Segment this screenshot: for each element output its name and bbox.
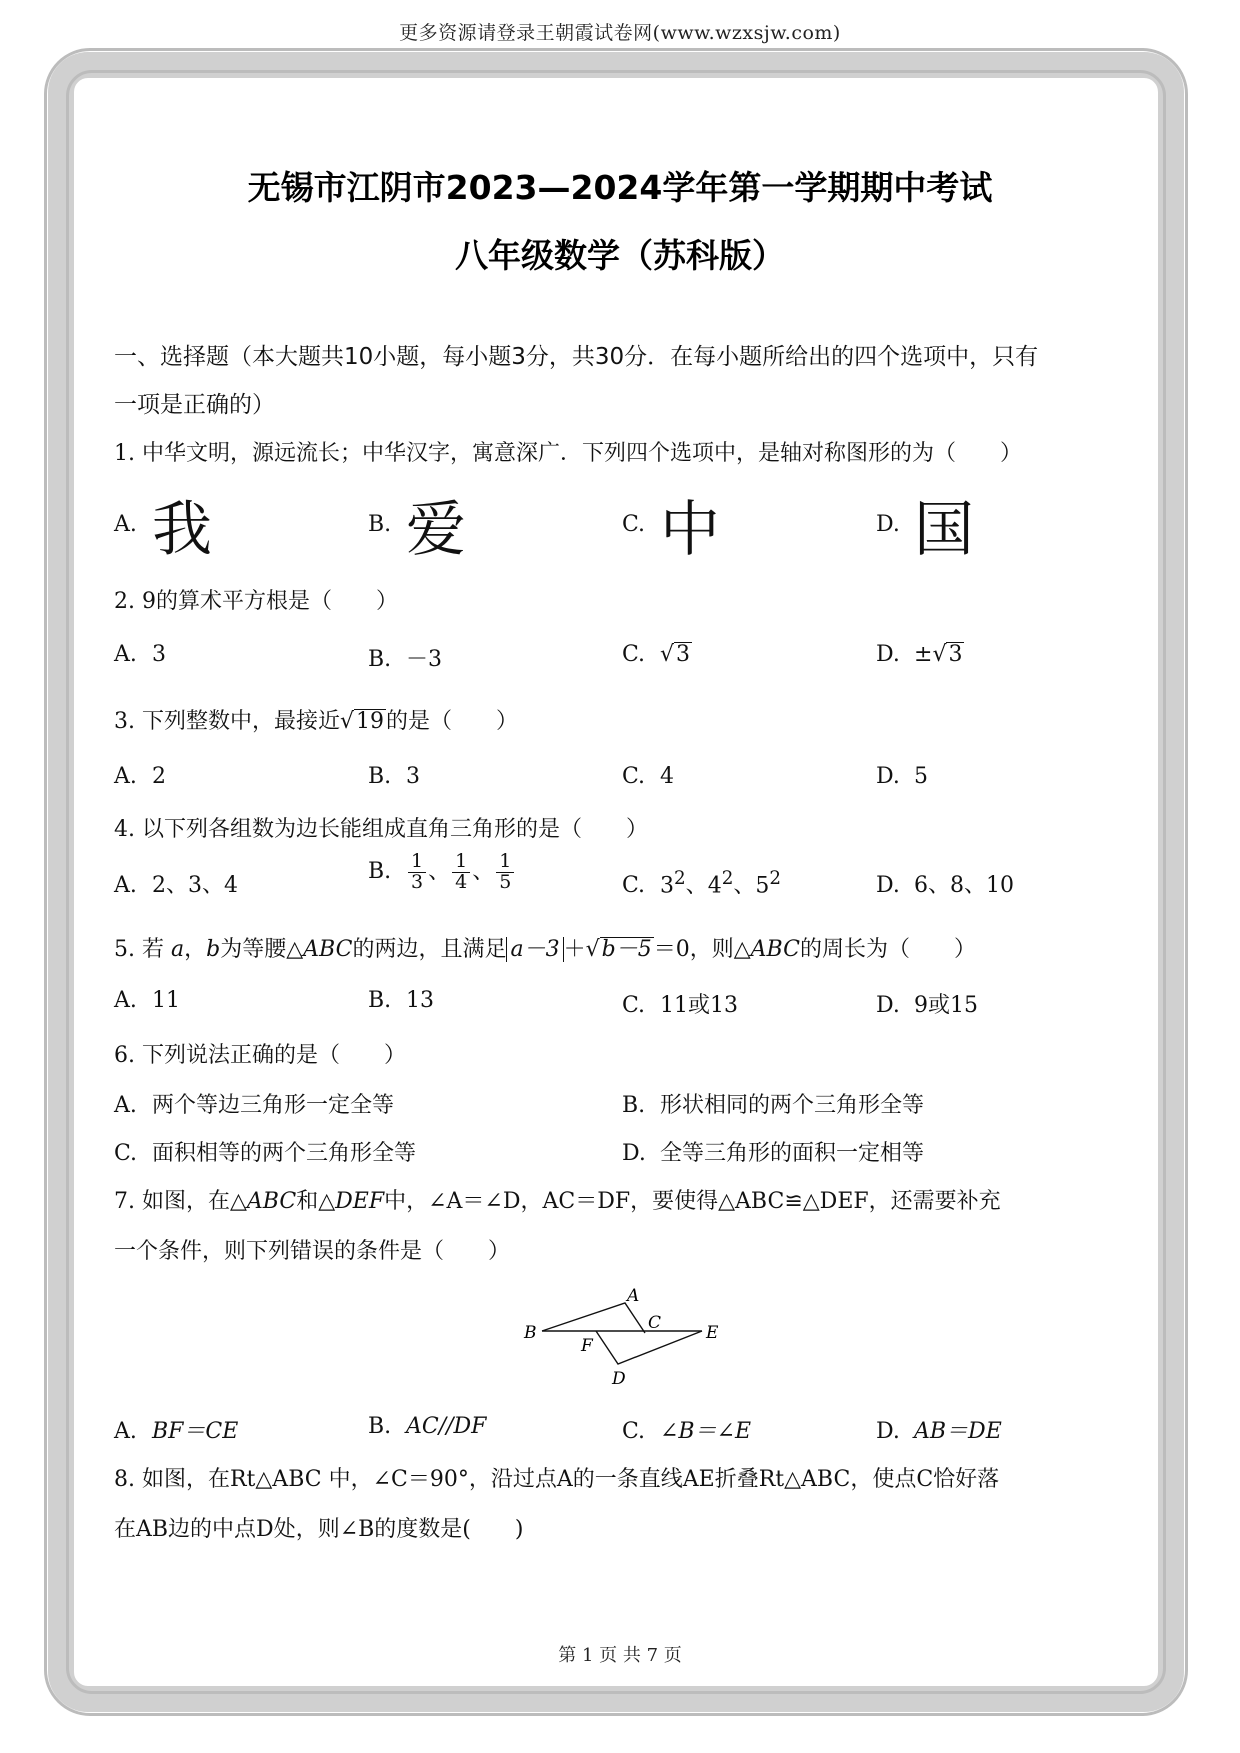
stem-text: 中，∠A＝∠D，AC＝DF，要使得△ABC≌△DEF，还需要补充 <box>384 1189 1001 1214</box>
comma: ， <box>184 937 207 962</box>
denominator: 4 <box>455 870 468 893</box>
section-heading: 一、选择题（本大题共10小题，每小题3分，共30分．在每小题所给出的四个选项中，只有 <box>114 344 1039 370</box>
option-text: 11或13 <box>660 993 738 1018</box>
q4-option-d[interactable] <box>876 868 1014 899</box>
q4-option-b[interactable] <box>368 852 516 893</box>
triangle-abc: ABC <box>750 937 800 962</box>
radicand: 3 <box>948 642 963 667</box>
fraction <box>496 852 514 893</box>
option-text: 3 <box>406 764 420 789</box>
option-text: 两个等边三角形一定全等 <box>152 1093 395 1118</box>
base: 4 <box>707 873 722 899</box>
plus-minus: ± <box>914 642 933 667</box>
option-label: D. <box>876 512 900 537</box>
radicand: 19 <box>356 709 385 734</box>
sqrt-expression: √19 <box>339 709 385 734</box>
option-text: 13 <box>406 988 434 1013</box>
separator: 、 <box>428 859 451 885</box>
source-note: 更多资源请登录王朝霞试卷网(www.wzxsjw.com) <box>399 22 841 44</box>
option-text: 中 <box>660 495 720 565</box>
q1-option-b[interactable] <box>368 482 466 568</box>
option-label: D. <box>876 993 900 1018</box>
q6-option-a[interactable] <box>114 1088 394 1119</box>
denominator: 3 <box>411 870 424 893</box>
stem-text: 5. 若 <box>114 937 164 962</box>
numerator: 1 <box>408 852 426 873</box>
option-text: AB＝DE <box>914 1419 1002 1444</box>
option-label: C. <box>622 993 646 1018</box>
option-text: 2 <box>152 764 166 789</box>
option-label: C. <box>114 1141 138 1166</box>
option-text: －3 <box>406 647 442 672</box>
option-label: B. <box>622 1093 646 1118</box>
radicand: 3 <box>676 642 691 667</box>
option-text: 3 <box>152 642 166 667</box>
question-5-stem <box>114 932 976 963</box>
equals-zero: ＝0 <box>653 937 690 962</box>
label-c: C <box>648 1313 662 1333</box>
q7-option-b[interactable] <box>368 1414 486 1439</box>
option-label: B. <box>368 647 392 672</box>
plus-sign: ＋ <box>563 937 586 962</box>
section-heading-cont: 一项是正确的） <box>114 392 275 418</box>
option-label: B. <box>368 859 392 885</box>
q2-option-b[interactable] <box>368 642 442 673</box>
question-1-stem: 1. 中华文明，源远流长；中华汉字，寓意深广．下列四个选项中，是轴对称图形的为（ ） <box>114 441 1022 466</box>
label-d: D <box>612 1369 626 1388</box>
variable-b: b <box>206 937 221 962</box>
triangle-abc: ABC <box>303 937 353 962</box>
stem-text: 7. 如图，在△ <box>114 1189 247 1214</box>
q6-option-b[interactable] <box>622 1088 924 1119</box>
option-label: C. <box>622 1419 646 1444</box>
base: 5 <box>755 873 770 899</box>
option-label: D. <box>876 642 900 667</box>
option-label: A. <box>114 1419 137 1444</box>
triangle-def: DEF <box>335 1189 385 1214</box>
q6-option-d[interactable] <box>622 1136 924 1167</box>
label-f: F <box>581 1336 593 1356</box>
q7-triangle-def <box>596 1331 702 1364</box>
question-6-stem: 6. 下列说法正确的是（ ） <box>114 1043 406 1068</box>
option-label: B. <box>368 988 392 1013</box>
option-label: D. <box>622 1141 646 1166</box>
option-text: 4 <box>660 764 674 789</box>
stem-text: 的两边，且满足 <box>352 937 507 962</box>
option-text: 国 <box>914 495 974 565</box>
q7-option-c[interactable] <box>622 1414 751 1445</box>
exam-title: 无锡市江阴市2023—2024学年第一学期期中考试 <box>247 168 993 207</box>
q5-option-d[interactable] <box>876 988 978 1019</box>
q2-option-d[interactable] <box>876 642 964 667</box>
exponent: 2 <box>721 868 734 889</box>
q4-option-a[interactable] <box>114 868 238 899</box>
q7-triangle-abc <box>542 1303 645 1333</box>
q2-option-c[interactable] <box>622 642 692 667</box>
option-text: 我 <box>152 495 212 565</box>
option-label: A. <box>114 642 137 667</box>
q3-option-a[interactable] <box>114 764 166 789</box>
question-2-stem: 2. 9的算术平方根是（ ） <box>114 589 398 614</box>
option-text: BF＝CE <box>152 1419 239 1444</box>
option-text: 爱 <box>406 495 466 565</box>
option-label: A. <box>114 764 137 789</box>
page-number: 第 1 页 共 7 页 <box>558 1645 682 1666</box>
stem-text: 为等腰△ <box>220 937 304 962</box>
option-text: 全等三角形的面积一定相等 <box>660 1141 925 1166</box>
separator: 、 <box>472 859 495 885</box>
option-label: C. <box>622 764 646 789</box>
exponent: 2 <box>769 868 782 889</box>
q5-option-a[interactable] <box>114 988 180 1013</box>
radicand: b－5 <box>601 937 652 962</box>
q7-figure <box>520 1282 730 1388</box>
stem-text: 和△ <box>296 1189 336 1214</box>
q5-option-c[interactable] <box>622 988 738 1019</box>
q3-option-b[interactable] <box>368 764 420 789</box>
option-text: 面积相等的两个三角形全等 <box>152 1141 417 1166</box>
separator: 、 <box>733 873 756 899</box>
question-7-stem <box>114 1184 1001 1215</box>
option-text: 11 <box>152 988 180 1013</box>
question-8-stem-cont: 在AB边的中点D处，则∠B的度数是( ) <box>114 1517 524 1542</box>
q3-option-d[interactable] <box>876 764 928 789</box>
sqrt-expression: √3 <box>932 642 963 667</box>
option-label: C. <box>622 512 646 537</box>
q4-option-c[interactable] <box>622 868 781 899</box>
sqrt-expression: √b－5 <box>585 937 652 962</box>
label-e: E <box>706 1323 719 1343</box>
q1-option-a[interactable] <box>114 482 212 568</box>
option-label: C. <box>622 642 646 667</box>
label-b: B <box>524 1323 537 1343</box>
option-label: B. <box>368 1414 392 1439</box>
base: 3 <box>660 873 674 899</box>
exam-subtitle: 八年级数学（苏科版） <box>455 236 785 275</box>
option-text: 6、8、10 <box>914 873 1014 898</box>
stem-text: ，则△ <box>689 937 751 962</box>
option-text: 5 <box>914 764 928 789</box>
stem-text: 3. 下列整数中，最接近 <box>114 709 340 734</box>
option-text: AC//DF <box>406 1414 487 1439</box>
q1-option-c[interactable] <box>622 482 720 568</box>
denominator: 5 <box>499 870 512 893</box>
option-label: B. <box>368 764 392 789</box>
variable-a: a <box>170 937 185 962</box>
q5-option-b[interactable] <box>368 988 434 1013</box>
option-label: D. <box>876 873 900 898</box>
q7-option-d[interactable] <box>876 1414 1002 1445</box>
separator: 、 <box>685 873 708 899</box>
q7-option-a[interactable] <box>114 1414 238 1445</box>
option-label: B. <box>368 512 392 537</box>
option-text: 9或15 <box>914 993 978 1018</box>
stem-text-post: 的周长为（ ） <box>799 937 976 962</box>
option-label: A. <box>114 873 137 898</box>
fraction <box>408 852 426 893</box>
exponent: 2 <box>674 868 686 889</box>
option-label: D. <box>876 764 900 789</box>
fraction <box>452 852 470 893</box>
sqrt-expression: √3 <box>660 642 691 667</box>
option-label: A. <box>114 512 137 537</box>
q1-option-d[interactable] <box>876 482 974 568</box>
numerator: 1 <box>452 852 470 873</box>
label-a: A <box>627 1286 640 1306</box>
option-label: A. <box>114 1093 137 1118</box>
option-text: 形状相同的两个三角形全等 <box>660 1093 925 1118</box>
option-label: C. <box>622 873 646 899</box>
q3-option-c[interactable] <box>622 764 674 789</box>
question-4-stem: 4. 以下列各组数为边长能组成直角三角形的是（ ） <box>114 817 648 842</box>
q2-option-a[interactable] <box>114 642 166 667</box>
option-text: 2、3、4 <box>152 873 238 898</box>
q6-option-c[interactable] <box>114 1136 416 1167</box>
absolute-value: a－3 <box>506 937 563 962</box>
question-3-stem <box>114 704 518 735</box>
stem-text-post: 的是（ ） <box>386 709 519 734</box>
option-label: A. <box>114 988 137 1013</box>
option-text: ∠B＝∠E <box>660 1419 752 1444</box>
numerator: 1 <box>496 852 514 873</box>
question-7-stem-cont: 一个条件，则下列错误的条件是（ ） <box>114 1239 511 1264</box>
question-8-stem: 8. 如图，在Rt△ABC 中，∠C＝90°，沿过点A的一条直线AE折叠Rt△ABC，使点C恰好落 <box>114 1467 1000 1492</box>
option-label: D. <box>876 1419 900 1444</box>
triangle-abc: ABC <box>246 1189 297 1214</box>
